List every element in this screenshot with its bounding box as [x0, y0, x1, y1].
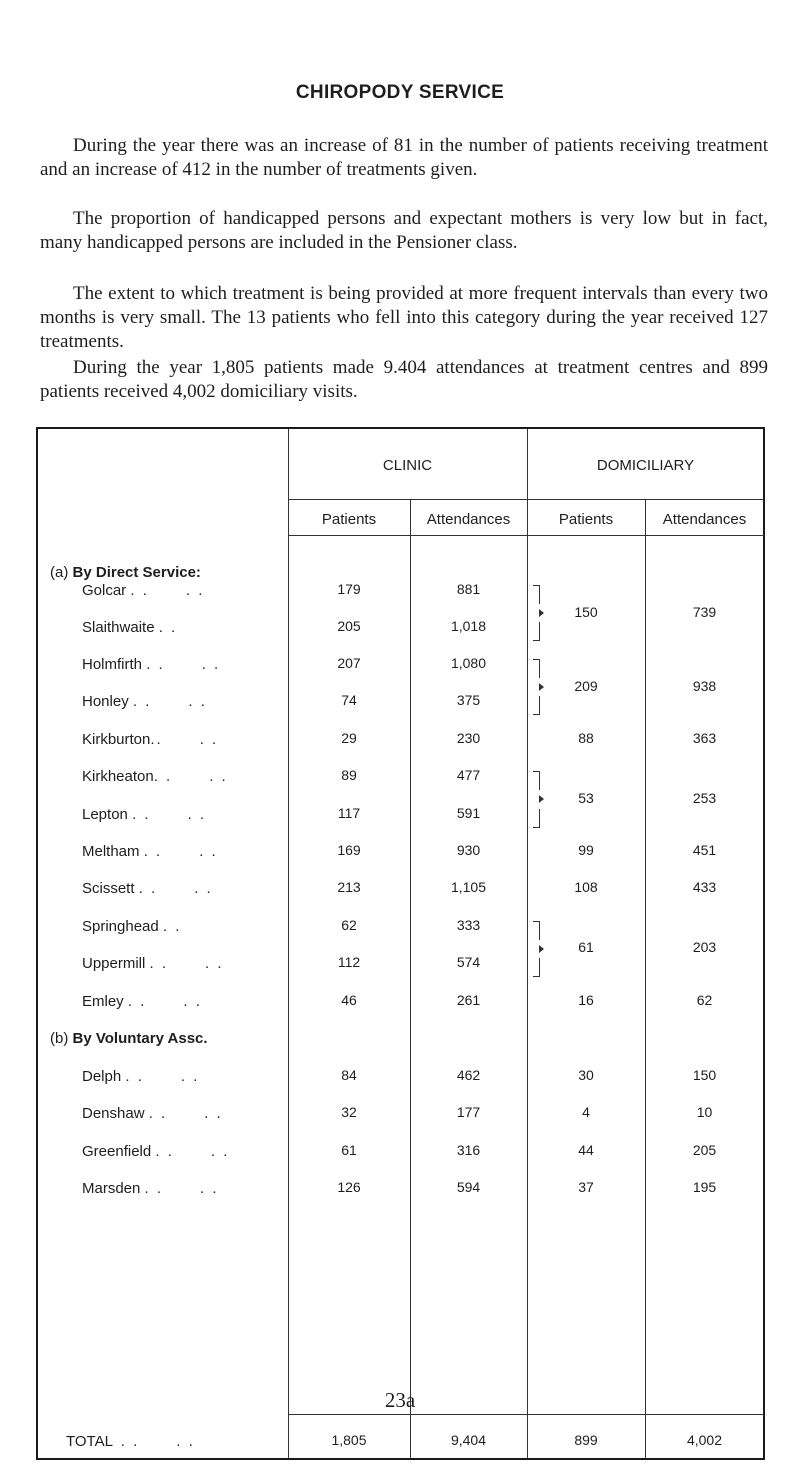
dom-patients-denshaw: 4 [582, 1104, 590, 1120]
column-divider-clinic-sub [410, 500, 411, 1458]
section-a-heading [50, 564, 201, 581]
dom-attendances-golcar-slaithwaite: 739 [692, 604, 717, 620]
paragraph-attendances: During the year 1,805 patients made 9.404 attendances at treatment centres and 899 patients received 4,002 domiciliary visits. [40, 357, 768, 402]
total-clinic-attendances: 9,404 [450, 1432, 487, 1448]
dom-patients-marsden: 37 [578, 1179, 594, 1195]
clinic-patients-uppermill: 112 [337, 954, 361, 970]
page-title: CHIROPODY SERVICE [295, 82, 505, 103]
row-label-kirkburton: Kirkburton.. . . [82, 731, 219, 748]
paragraph-frequency: The extent to which treatment is being provided at more frequent intervals than every two months is very small. The 13 patients who fell into this category during the year received 127 treatments. [40, 283, 768, 352]
clinic-patients-kirkheaton: 89 [341, 767, 357, 783]
clinic-attendances-kirkburton: 230 [456, 730, 481, 746]
clinic-attendances-holmfirth: 1,080 [450, 655, 487, 671]
dom-patients-meltham: 99 [578, 842, 594, 858]
dom-patients-header: Patients [558, 511, 614, 528]
row-label-marsden: Marsden . . . . [82, 1180, 219, 1197]
dom-patients-scissett: 108 [574, 879, 598, 895]
page-number: 23a [384, 1388, 416, 1412]
clinic-patients-lepton: 117 [337, 805, 361, 821]
clinic-attendances-scissett: 1,105 [450, 879, 487, 895]
section-b-tag: (b) [50, 1030, 69, 1047]
dom-attendances-meltham: 451 [692, 842, 717, 858]
clinic-attendances-lepton: 591 [456, 805, 481, 821]
row-label-meltham: Meltham . . . . [82, 843, 218, 860]
row-label-slaithwaite: Slaithwaite . . [82, 619, 178, 636]
total-dom-attendances: 4,002 [686, 1432, 723, 1448]
clinic-attendances-golcar: 881 [456, 581, 481, 597]
clinic-patients-slaithwaite: 205 [337, 618, 361, 634]
dom-attendances-kirkburton: 363 [692, 730, 717, 746]
dom-attendances-denshaw: 10 [696, 1104, 713, 1120]
dom-patients-emley: 16 [578, 992, 594, 1008]
table-left-border [36, 427, 38, 1460]
clinic-attendances-slaithwaite: 1,018 [450, 618, 487, 634]
dom-patients-greenfield: 44 [578, 1142, 594, 1158]
clinic-attendances-uppermill: 574 [456, 954, 481, 970]
dom-attendances-holmfirth-honley: 938 [692, 678, 717, 694]
section-a-tag: (a) [50, 564, 69, 581]
dom-patients-kirkburton: 88 [578, 730, 594, 746]
row-label-golcar: Golcar . . . . [82, 582, 205, 599]
clinic-attendances-denshaw: 177 [456, 1104, 481, 1120]
clinic-patients-kirkburton: 29 [341, 730, 357, 746]
clinic-attendances-meltham: 930 [456, 842, 481, 858]
row-label-scissett: Scissett . . . . [82, 880, 213, 897]
dom-attendances-scissett: 433 [692, 879, 717, 895]
column-divider-dom-sub [645, 500, 646, 1458]
dom-attendances-kirkheaton-lepton: 253 [692, 790, 717, 806]
clinic-patients-emley: 46 [341, 992, 357, 1008]
dom-patients-delph: 30 [578, 1067, 594, 1083]
paragraph-proportion: The proportion of handicapped persons and expectant mothers is very low but in fact, many handicapped persons are included in the Pensioner class. [40, 208, 768, 253]
header-divider [288, 499, 764, 500]
clinic-patients-springhead: 62 [341, 917, 357, 933]
clinic-attendances-header: Attendances [426, 511, 511, 528]
dom-attendances-greenfield: 205 [692, 1142, 717, 1158]
subheader-divider [288, 535, 764, 536]
dom-attendances-emley: 62 [696, 992, 713, 1008]
clinic-patients-header: Patients [321, 511, 377, 528]
dom-attendances-marsden: 195 [692, 1179, 717, 1195]
row-label-lepton: Lepton . . . . [82, 806, 207, 823]
clinic-attendances-delph: 462 [456, 1067, 481, 1083]
clinic-header: CLINIC [382, 457, 433, 474]
clinic-patients-greenfield: 61 [341, 1142, 357, 1158]
paragraph-increase: During the year there was an increase of 81 in the number of patients receiving treatment and an increase of 412 in the number of treatments given. [40, 135, 768, 180]
total-dom-patients: 899 [574, 1432, 598, 1448]
dom-attendances-delph: 150 [692, 1067, 717, 1083]
clinic-attendances-greenfield: 316 [456, 1142, 481, 1158]
clinic-attendances-marsden: 594 [456, 1179, 481, 1195]
total-clinic-patients: 1,805 [331, 1432, 367, 1448]
total-label: TOTAL . . . . [66, 1433, 195, 1450]
clinic-attendances-springhead: 333 [456, 917, 481, 933]
clinic-attendances-honley: 375 [456, 692, 481, 708]
row-label-holmfirth: Holmfirth . . . . [82, 656, 221, 673]
row-label-kirkheaton: Kirkheaton. . . . [82, 768, 228, 785]
row-label-uppermill: Uppermill . . . . [82, 955, 224, 972]
clinic-attendances-kirkheaton: 477 [456, 767, 481, 783]
dom-patients-kirkheaton-lepton: 53 [578, 790, 594, 806]
row-label-greenfield: Greenfield . . . . [82, 1143, 230, 1160]
row-label-delph: Delph . . . . [82, 1068, 200, 1085]
row-label-honley: Honley . . . . [82, 693, 207, 710]
total-divider [288, 1414, 764, 1415]
clinic-patients-honley: 74 [341, 692, 357, 708]
clinic-patients-golcar: 179 [337, 581, 361, 597]
clinic-attendances-emley: 261 [456, 992, 481, 1008]
dom-attendances-springhead-uppermill: 203 [692, 939, 717, 955]
chiropody-table [36, 427, 764, 1460]
clinic-patients-scissett: 213 [337, 879, 361, 895]
dom-patients-springhead-uppermill: 61 [578, 939, 594, 955]
dom-patients-golcar-slaithwaite: 150 [574, 604, 598, 620]
row-label-springhead: Springhead . . [82, 918, 182, 935]
table-top-border [36, 427, 764, 429]
dom-patients-holmfirth-honley: 209 [574, 678, 598, 694]
dom-attendances-header: Attendances [662, 511, 747, 528]
domiciliary-header: DOMICILIARY [596, 457, 695, 474]
section-b-heading [50, 1030, 208, 1047]
clinic-patients-marsden: 126 [337, 1179, 361, 1195]
section-b-label: By Voluntary Assc. [72, 1030, 208, 1047]
section-a-label: By Direct Service: [72, 564, 201, 581]
clinic-patients-denshaw: 32 [341, 1104, 357, 1120]
row-label-denshaw: Denshaw . . . . [82, 1105, 223, 1122]
clinic-patients-meltham: 169 [337, 842, 361, 858]
clinic-patients-delph: 84 [341, 1067, 357, 1083]
clinic-patients-holmfirth: 207 [337, 655, 361, 671]
table-bottom-border [36, 1458, 764, 1460]
row-label-emley: Emley . . . . [82, 993, 202, 1010]
